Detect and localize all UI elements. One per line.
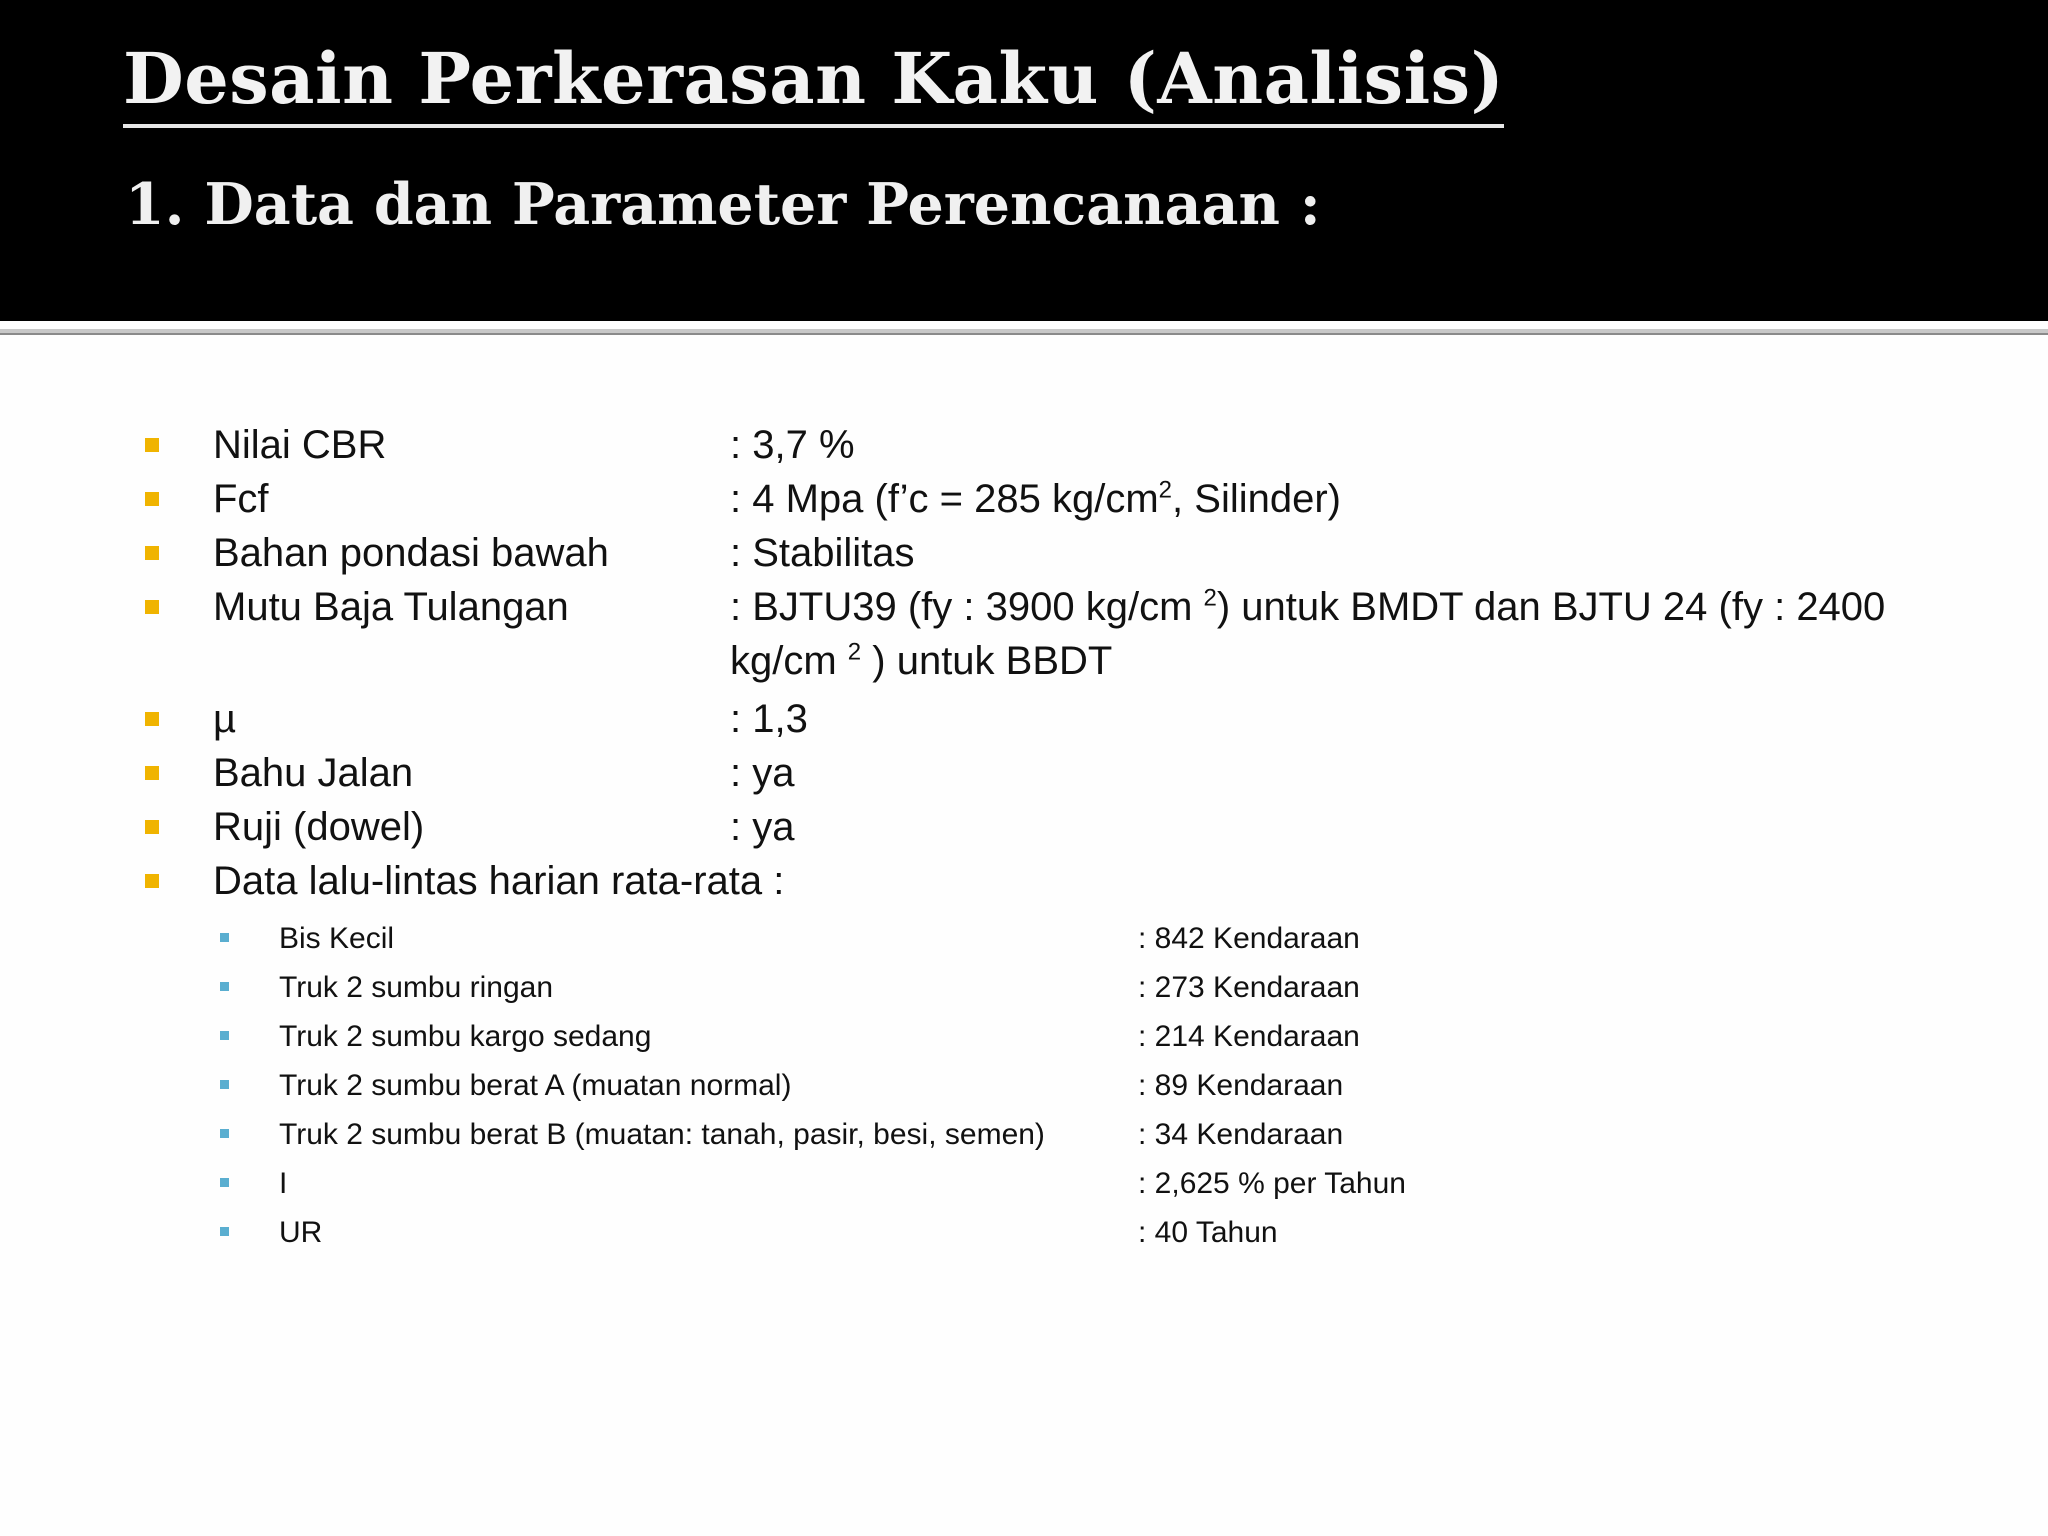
superscript: 2 [847, 638, 862, 666]
traffic-value: : 89 Kendaraan [1138, 1069, 1344, 1102]
traffic-item [0, 914, 2048, 963]
param-value: : 3,7 % [730, 423, 855, 467]
param-value-text: : 4 Mpa (f’c = 285 kg/cm [730, 477, 1159, 521]
traffic-list [0, 914, 2048, 1257]
superscript: 2 [1158, 476, 1173, 504]
header-divider [0, 321, 2048, 329]
traffic-label: Truk 2 sumbu kargo sedang [279, 1020, 652, 1053]
param-value: : ya [730, 805, 795, 849]
traffic-value: : 34 Kendaraan [1138, 1118, 1344, 1151]
square-bullet-icon [145, 600, 159, 614]
square-bullet-icon [145, 438, 159, 452]
square-bullet-icon [220, 1129, 229, 1138]
param-label: Nilai CBR [213, 423, 387, 467]
param-value: : Stabilitas [730, 531, 915, 575]
slide-subtitle: 1. Data dan Parameter Perencanaan : [125, 171, 1321, 238]
traffic-label: Truk 2 sumbu berat B (muatan: tanah, pasir, besi, semen) [279, 1118, 1045, 1151]
traffic-value: : 2,625 % per Tahun [1138, 1167, 1406, 1200]
param-value-tail: , Silinder) [1172, 477, 1341, 521]
list-item-mu [0, 692, 2048, 746]
list-item-mutu-baja [0, 580, 2048, 692]
param-value [730, 580, 1950, 688]
list-item-data-lalu-lintas [0, 854, 2048, 908]
param-value: : ya [730, 751, 795, 795]
param-label: Data lalu-lintas harian rata-rata : [213, 859, 785, 903]
parameter-list [0, 418, 2048, 908]
square-bullet-icon [145, 546, 159, 560]
param-label: Mutu Baja Tulangan [213, 585, 569, 629]
list-item-ruji [0, 800, 2048, 854]
square-bullet-icon [145, 492, 159, 506]
square-bullet-icon [220, 1080, 229, 1089]
param-value-tail: ) untuk BBDT [861, 639, 1113, 683]
traffic-label: Bis Kecil [279, 922, 395, 955]
square-bullet-icon [220, 933, 229, 942]
traffic-label: Truk 2 sumbu berat A (muatan normal) [279, 1069, 792, 1102]
param-label: Bahu Jalan [213, 751, 414, 795]
traffic-value: : 842 Kendaraan [1138, 922, 1360, 955]
square-bullet-icon [220, 1227, 229, 1236]
param-label: Ruji (dowel) [213, 805, 425, 849]
traffic-item [0, 1110, 2048, 1159]
traffic-item [0, 1012, 2048, 1061]
traffic-item [0, 1208, 2048, 1257]
superscript: 2 [1203, 584, 1217, 612]
param-label: Bahan pondasi bawah [213, 531, 609, 575]
header-divider-line [0, 333, 2048, 335]
square-bullet-icon [145, 766, 159, 780]
param-label: µ [213, 697, 237, 741]
square-bullet-icon [220, 1178, 229, 1187]
traffic-item [0, 1061, 2048, 1110]
list-item-nilai-cbr [0, 418, 2048, 472]
square-bullet-icon [220, 982, 229, 991]
square-bullet-icon [145, 874, 159, 888]
param-label: Fcf [213, 477, 269, 521]
param-value-text: ) untuk BMDT dan BJTU 24 (fy : 2400 kg/cm [730, 585, 1886, 683]
list-item-bahan-pondasi [0, 526, 2048, 580]
param-value-text: : BJTU39 (fy : 3900 kg/cm [730, 585, 1204, 629]
traffic-value: : 40 Tahun [1138, 1216, 1278, 1249]
traffic-label: Truk 2 sumbu ringan [279, 971, 554, 1004]
traffic-item [0, 1159, 2048, 1208]
square-bullet-icon [145, 712, 159, 726]
param-value: : 1,3 [730, 697, 808, 741]
traffic-label: I [279, 1167, 288, 1200]
header-band [0, 0, 2048, 321]
param-value [730, 472, 1950, 526]
list-item-fcf [0, 472, 2048, 526]
traffic-value: : 273 Kendaraan [1138, 971, 1360, 1004]
traffic-label: UR [279, 1216, 323, 1249]
slide-title: Desain Perkerasan Kaku (Analisis) [123, 34, 1504, 128]
square-bullet-icon [220, 1031, 229, 1040]
traffic-value: : 214 Kendaraan [1138, 1020, 1360, 1053]
list-item-bahu-jalan [0, 746, 2048, 800]
square-bullet-icon [145, 820, 159, 834]
traffic-item [0, 963, 2048, 1012]
